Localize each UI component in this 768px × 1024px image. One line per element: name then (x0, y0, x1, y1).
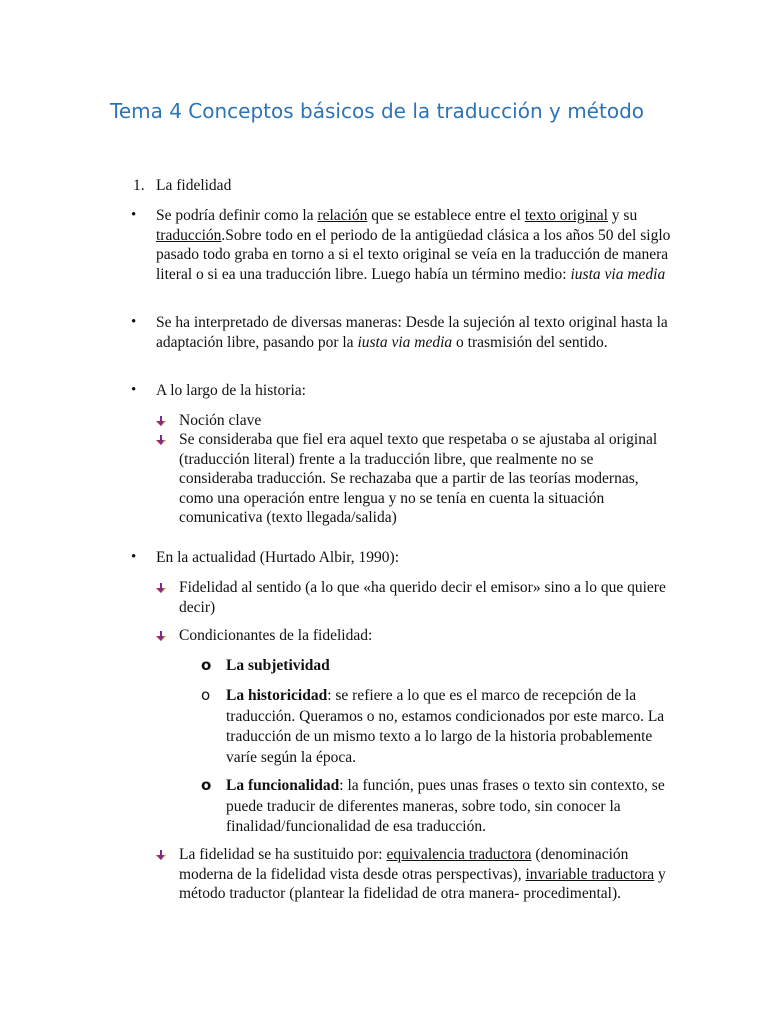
bold-term: La historicidad (226, 687, 328, 704)
italic-term: iusta via media (570, 265, 666, 283)
arrow-bullet-icon (156, 416, 166, 426)
underlined-term: traducción (156, 226, 222, 244)
bold-term: La subjetividad (226, 657, 330, 674)
list-item-label: En la actualidad (Hurtado Albir, 1990): (156, 549, 400, 566)
circle-bullet-icon: o (201, 686, 211, 704)
page-title: Tema 4 Conceptos básicos de la traducción y método (110, 99, 644, 123)
text-run: (denominación moderna de la fidelidad vista desde otras perspectivas), (179, 846, 629, 883)
underlined-term: relación (317, 207, 368, 224)
arrow-bullet-icon (156, 631, 166, 641)
paragraph (179, 845, 669, 904)
list-number: 1. (133, 177, 145, 194)
arrow-bullet-icon (156, 850, 166, 860)
text-run: y método traductor (plantear la fidelidad de otra manera- procedimental). (179, 865, 666, 902)
text-run: que se establece entre el (367, 207, 525, 224)
italic-term: iusta via media (357, 333, 453, 351)
sub-item-text: Se consideraba que fiel era aquel texto que respetaba o se ajustaba al original (traducción literal) frente a la traducción libre, que realmente no se consideraba traducción. Se rechazaba que a partir de las teorías modernas, como una operación entre lengua y no se tenía en cuenta la situación comunicativa (texto llegada/salida) (179, 431, 658, 526)
sub-item-text: Condicionantes de la fidelidad: (179, 627, 373, 644)
paragraph (156, 313, 676, 352)
paragraph (156, 206, 676, 284)
arrow-bullet-icon (156, 435, 166, 445)
text-run: : la función, pues unas frases o texto sin contexto, se puede traducir de diferentes maneras, sobre todo, sin conocer la finalidad/funcionalidad de esa traducción. (226, 777, 665, 835)
circle-bullet-icon: o (201, 656, 212, 674)
underlined-term: texto original (524, 207, 608, 224)
list-item-label: La fidelidad (156, 177, 232, 194)
paragraph (226, 686, 666, 768)
circle-bullet-icon: o (201, 776, 212, 794)
paragraph (226, 656, 666, 676)
text-run: : se refiere a lo que es el marco de recepción de la traducción. Queramos o no, estamos condicionados por este marco. La traducción de un mismo texto a lo largo de la historia probablemente varíe según la época. (226, 687, 665, 766)
sub-item-text: Noción clave (179, 412, 262, 429)
bullet-icon: • (131, 549, 137, 565)
bullet-icon: • (131, 314, 137, 330)
text-run: Se podría definir como la (156, 207, 318, 224)
text-run: o trasmisión del sentido. (452, 333, 608, 351)
bullet-icon: • (131, 382, 137, 398)
bold-term: La funcionalidad (226, 777, 340, 794)
bullet-icon: • (131, 207, 137, 223)
text-run: .Sobre todo en el periodo de la antigüedad clásica a los años 50 del siglo pasado todo graba en torno a si el texto original se veía en la traducción de manera literal o si ea una traducción libre. Luego había un término medio: (156, 226, 671, 283)
text-run: y su (607, 207, 638, 224)
underlined-term: invariable traductora (525, 865, 655, 883)
sub-item-text: Fidelidad al sentido (a lo que «ha querido decir el emisor» sino a lo que quiere decir) (179, 579, 666, 616)
underlined-term: equivalencia traductora (386, 846, 532, 863)
paragraph (226, 776, 666, 838)
text-run: La fidelidad se ha sustituido por: (179, 846, 387, 863)
text-run: Se ha interpretado de diversas maneras: Desde la sujeción al texto original hasta la adaptación libre, pasando por la (156, 314, 668, 351)
list-item-label: A lo largo de la historia: (156, 382, 306, 399)
arrow-bullet-icon (156, 583, 166, 593)
